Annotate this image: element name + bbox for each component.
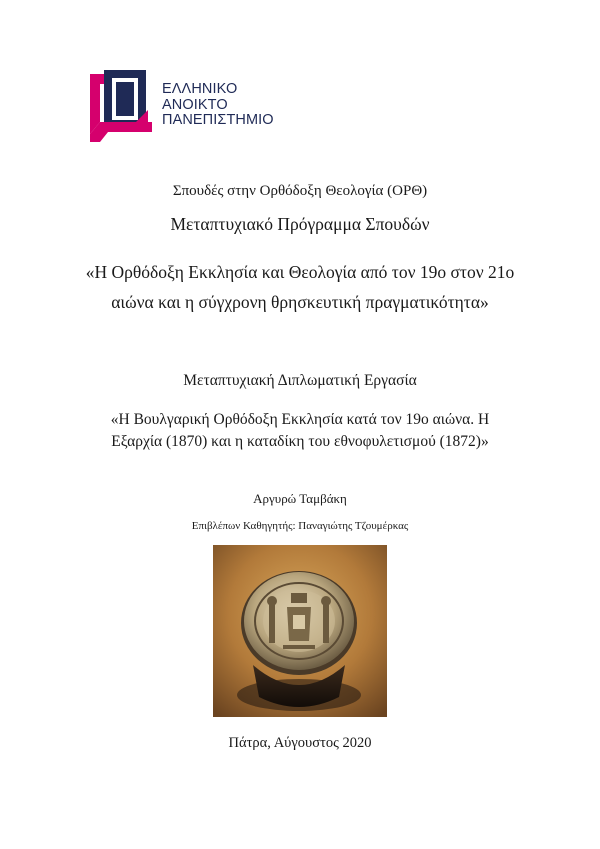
thesis-title: «Η Βουλγαρική Ορθόδοξη Εκκλησία κατά τον 19ο αιώνα. Η Εξαρχία (1870) και η καταδίκη του εθνοφυλετισμού (1872)»: [110, 411, 490, 450]
program-title: «Η Ορθόδοξη Εκκλησία και Θεολογία από τον 19ο στον 21ο αιώνα και η σύγχρονη θρησκευτική πραγματικότητα»: [85, 262, 515, 312]
university-name: [162, 82, 274, 129]
university-name-line-3: ΠΑΝΕΠΙΣΤΗΜΙΟ: [162, 112, 274, 128]
place-and-date: Πάτρα, Αύγουστος 2020: [228, 735, 372, 751]
program-heading: Μεταπτυχιακό Πρόγραμμα Σπουδών: [170, 214, 430, 234]
university-logo-mark: [90, 70, 160, 142]
university-logo: [90, 70, 290, 142]
university-name-line-1: ΕΛΛΗΝΙΚΟ: [162, 81, 238, 97]
thesis-type: Μεταπτυχιακή Διπλωματική Εργασία: [183, 372, 417, 389]
studies-line: Σπουδές στην Ορθόδοξη Θεολογία (ΟΡΘ): [172, 183, 428, 199]
seal-ring-photo: [213, 545, 387, 717]
supervisor-line: Επιβλέπων Καθηγητής: Παναγιώτης Τζουμέρκας: [191, 520, 409, 532]
author-name: Αργυρώ Ταμβάκη: [253, 491, 347, 506]
university-name-line-2: ΑΝΟΙΚΤΟ: [162, 96, 228, 113]
